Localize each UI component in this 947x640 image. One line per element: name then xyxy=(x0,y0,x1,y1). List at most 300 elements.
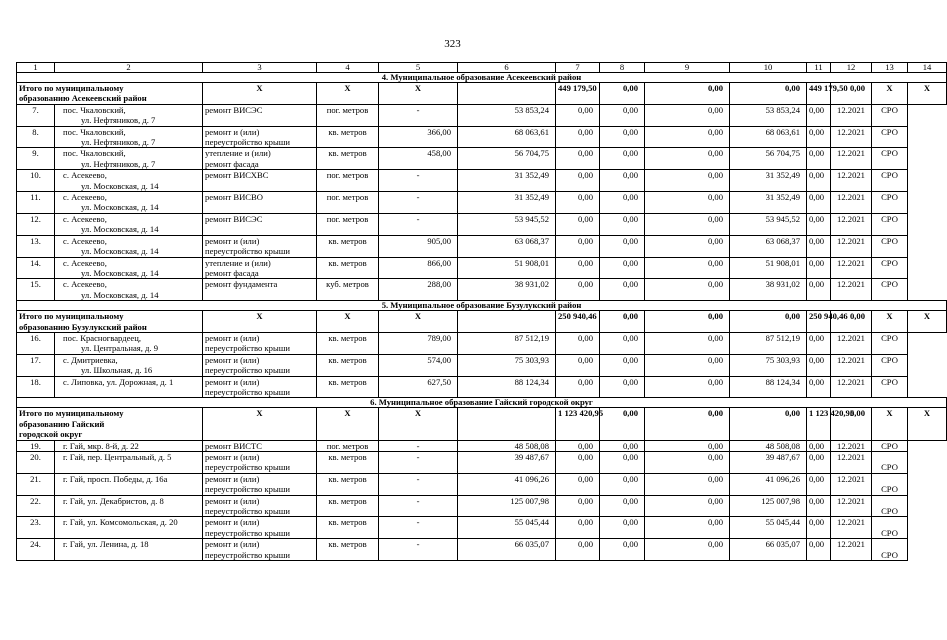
address-line: ул. Центральная, д. 9 xyxy=(81,343,159,354)
address-line: ул. Московская, д. 14 xyxy=(81,202,159,213)
work-type-line: ремонт и (или) xyxy=(205,473,260,484)
column-number: 11 xyxy=(807,63,831,73)
total-label xyxy=(17,311,203,333)
address-cell xyxy=(55,539,203,561)
fund-col12-cell: 0,00 xyxy=(807,473,831,495)
column-number: 1 xyxy=(17,63,55,73)
total-c3: X xyxy=(203,408,317,440)
work-type-cell xyxy=(203,440,317,451)
work-type-line: переустройство крыши xyxy=(205,365,290,376)
total-c3: X xyxy=(203,83,317,105)
section-total-row xyxy=(17,311,947,333)
row-number: 15. xyxy=(17,279,55,301)
total-cost-cell: 125 007,98 xyxy=(458,495,556,517)
total-label-line: образованию Гайский xyxy=(19,418,105,429)
total-label-line: Итого по муниципальному xyxy=(19,408,124,419)
row-number: 12. xyxy=(17,213,55,235)
column-number: 13 xyxy=(872,63,908,73)
deadline-cell: 12.2021 xyxy=(831,440,872,451)
column-number-row xyxy=(17,63,947,73)
fund-col8-cell: 0,00 xyxy=(556,495,600,517)
work-type-line: ремонт ВИСХВС xyxy=(205,170,269,181)
fund-col8-cell: 0,00 xyxy=(556,104,600,126)
fund-col11-cell: 68 063,61 xyxy=(730,126,807,148)
fund-col11-cell: 31 352,49 xyxy=(730,192,807,214)
total-label-line: Итого по муниципальному xyxy=(19,83,124,93)
total-cost-cell: 38 931,02 xyxy=(458,279,556,301)
deadline-cell: 12.2021 xyxy=(831,376,872,398)
work-type-line: переустройство крыши xyxy=(205,246,290,257)
deadline-cell: 12.2021 xyxy=(831,235,872,257)
total-c9: 0,00 xyxy=(645,83,730,105)
table-row xyxy=(17,495,947,517)
fund-col11-cell: 125 007,98 xyxy=(730,495,807,517)
deadline-cell: 12.2021 xyxy=(831,473,872,495)
address-line: г. Гай, ул. Ленина, д. 18 xyxy=(63,539,149,550)
table-row xyxy=(17,376,947,398)
total-label-line: городской округ xyxy=(19,429,83,440)
fund-col11-cell: 39 487,67 xyxy=(730,452,807,474)
table-row xyxy=(17,257,947,279)
address-cell xyxy=(55,473,203,495)
quantity-cell: - xyxy=(379,495,458,517)
unit-cell: пог. метров xyxy=(317,192,379,214)
fund-col8-cell: 0,00 xyxy=(556,354,600,376)
row-number: 14. xyxy=(17,257,55,279)
fund-col8-cell: 0,00 xyxy=(556,539,600,561)
fund-col12-cell: 0,00 xyxy=(807,213,831,235)
work-type-cell xyxy=(203,170,317,192)
work-type-cell xyxy=(203,332,317,354)
address-line: с. Асекеево, xyxy=(63,279,107,290)
unit-cell: куб. метров xyxy=(317,279,379,301)
deadline-cell: 12.2021 xyxy=(831,104,872,126)
fund-col11-cell: 55 045,44 xyxy=(730,517,807,539)
work-type-line: ремонт и (или) xyxy=(205,126,260,137)
total-c4: X xyxy=(317,311,379,333)
work-type-line: ремонт и (или) xyxy=(205,376,260,387)
table-row xyxy=(17,473,947,495)
total-cost-cell: 39 487,67 xyxy=(458,452,556,474)
total-c12: 0,00 xyxy=(831,83,872,105)
fund-col9-cell: 0,00 xyxy=(600,235,645,257)
method-cell: СРО xyxy=(872,495,908,517)
work-type-line: ремонт фасада xyxy=(205,267,259,278)
deadline-cell: 12.2021 xyxy=(831,279,872,301)
total-label-line: образованию Асекеевский район xyxy=(19,93,147,104)
table-row xyxy=(17,452,947,474)
fund-col11-cell: 53 853,24 xyxy=(730,104,807,126)
total-c11: 449 179,50 xyxy=(807,83,831,105)
total-label-line: образованию Бузулукский район xyxy=(19,321,147,332)
work-type-cell xyxy=(203,354,317,376)
section-title-row xyxy=(17,301,947,311)
fund-col9-cell: 0,00 xyxy=(600,257,645,279)
work-type-cell xyxy=(203,192,317,214)
address-line: с. Асекеево, xyxy=(63,170,107,181)
quantity-cell: - xyxy=(379,517,458,539)
fund-col12-cell: 0,00 xyxy=(807,257,831,279)
total-c10: 0,00 xyxy=(730,311,807,333)
address-cell xyxy=(55,104,203,126)
row-number: 11. xyxy=(17,192,55,214)
fund-col12-cell: 0,00 xyxy=(807,332,831,354)
fund-col9-cell: 0,00 xyxy=(600,170,645,192)
total-c5: X xyxy=(379,311,458,333)
column-number: 3 xyxy=(203,63,317,73)
address-line: пос. Чкаловский, xyxy=(63,104,126,115)
total-c12: 0,00 xyxy=(831,311,872,333)
address-line: пос. Чкаловский, xyxy=(63,126,126,137)
method-cell: СРО xyxy=(872,257,908,279)
work-type-cell xyxy=(203,539,317,561)
total-c13: X xyxy=(872,408,908,440)
unit-cell: пог. метров xyxy=(317,170,379,192)
fund-col12-cell: 0,00 xyxy=(807,192,831,214)
quantity-cell: 905,00 xyxy=(379,235,458,257)
work-type-line: ремонт ВИСЭС xyxy=(205,104,263,115)
address-line: ул. Московская, д. 14 xyxy=(81,180,159,191)
section-title-row xyxy=(17,73,947,83)
address-line: с. Дмитриевка, xyxy=(63,354,118,365)
section-title: 5. Муниципальное образование Бузулукский район xyxy=(17,301,947,311)
method-cell: СРО xyxy=(872,354,908,376)
fund-col9-cell: 0,00 xyxy=(600,376,645,398)
total-label-line: Итого по муниципальному xyxy=(19,311,124,322)
unit-cell: кв. метров xyxy=(317,235,379,257)
fund-col10-cell: 0,00 xyxy=(645,473,730,495)
work-type-line: ремонт ВИСВО xyxy=(205,192,263,203)
work-type-line: ремонт и (или) xyxy=(205,517,260,528)
fund-col10-cell: 0,00 xyxy=(645,104,730,126)
table-row xyxy=(17,539,947,561)
work-type-cell xyxy=(203,452,317,474)
fund-col11-cell: 51 908,01 xyxy=(730,257,807,279)
fund-col12-cell: 0,00 xyxy=(807,354,831,376)
total-cost-cell: 41 096,26 xyxy=(458,473,556,495)
deadline-cell: 12.2021 xyxy=(831,452,872,474)
address-cell xyxy=(55,126,203,148)
row-number: 22. xyxy=(17,495,55,517)
section-total-row xyxy=(17,83,947,105)
quantity-cell: 627,50 xyxy=(379,376,458,398)
fund-col9-cell: 0,00 xyxy=(600,495,645,517)
table-row xyxy=(17,440,947,451)
fund-col11-cell: 38 931,02 xyxy=(730,279,807,301)
work-type-line: ремонт и (или) xyxy=(205,235,260,246)
work-type-line: переустройство крыши xyxy=(205,343,290,354)
address-cell xyxy=(55,452,203,474)
fund-col9-cell: 0,00 xyxy=(600,213,645,235)
quantity-cell: 458,00 xyxy=(379,148,458,170)
work-type-cell xyxy=(203,104,317,126)
total-c5: X xyxy=(379,83,458,105)
fund-col10-cell: 0,00 xyxy=(645,235,730,257)
work-type-line: переустройство крыши xyxy=(205,462,290,473)
fund-col8-cell: 0,00 xyxy=(556,126,600,148)
unit-cell: пог. метров xyxy=(317,104,379,126)
table-row xyxy=(17,354,947,376)
work-type-line: ремонт и (или) xyxy=(205,332,260,343)
quantity-cell: 866,00 xyxy=(379,257,458,279)
column-number: 12 xyxy=(831,63,872,73)
method-cell: СРО xyxy=(872,452,908,474)
deadline-cell: 12.2021 xyxy=(831,539,872,561)
fund-col10-cell: 0,00 xyxy=(645,332,730,354)
fund-col11-cell: 48 508,08 xyxy=(730,440,807,451)
total-label xyxy=(17,408,203,440)
address-line: г. Гай, просп. Победы, д. 16а xyxy=(63,473,168,484)
address-line: ул. Московская, д. 14 xyxy=(81,224,159,235)
address-cell xyxy=(55,192,203,214)
work-type-line: переустройство крыши xyxy=(205,137,290,148)
quantity-cell: - xyxy=(379,539,458,561)
total-cost-cell: 53 853,24 xyxy=(458,104,556,126)
method-cell: СРО xyxy=(872,104,908,126)
method-cell: СРО xyxy=(872,332,908,354)
table-row xyxy=(17,279,947,301)
table-row xyxy=(17,170,947,192)
method-cell: СРО xyxy=(872,192,908,214)
address-cell xyxy=(55,495,203,517)
quantity-cell: - xyxy=(379,473,458,495)
quantity-cell: 288,00 xyxy=(379,279,458,301)
section-title-row xyxy=(17,398,947,408)
total-cost-cell: 51 908,01 xyxy=(458,257,556,279)
fund-col12-cell: 0,00 xyxy=(807,104,831,126)
fund-col10-cell: 0,00 xyxy=(645,279,730,301)
deadline-cell: 12.2021 xyxy=(831,170,872,192)
quantity-cell: - xyxy=(379,213,458,235)
column-number: 9 xyxy=(645,63,730,73)
total-c6 xyxy=(458,311,556,333)
address-cell xyxy=(55,376,203,398)
fund-col11-cell: 75 303,93 xyxy=(730,354,807,376)
fund-col12-cell: 0,00 xyxy=(807,279,831,301)
total-cost-cell: 63 068,37 xyxy=(458,235,556,257)
fund-col9-cell: 0,00 xyxy=(600,126,645,148)
fund-col8-cell: 0,00 xyxy=(556,192,600,214)
fund-col12-cell: 0,00 xyxy=(807,495,831,517)
total-c8: 0,00 xyxy=(600,311,645,333)
fund-col10-cell: 0,00 xyxy=(645,495,730,517)
fund-col8-cell: 0,00 xyxy=(556,376,600,398)
total-c5: X xyxy=(379,408,458,440)
total-cost-cell: 88 124,34 xyxy=(458,376,556,398)
row-number: 20. xyxy=(17,452,55,474)
row-number: 7. xyxy=(17,104,55,126)
deadline-cell: 12.2021 xyxy=(831,517,872,539)
row-number: 10. xyxy=(17,170,55,192)
quantity-cell: 574,00 xyxy=(379,354,458,376)
fund-col12-cell: 0,00 xyxy=(807,517,831,539)
fund-col10-cell: 0,00 xyxy=(645,126,730,148)
method-cell: СРО xyxy=(872,126,908,148)
work-type-line: утепление и (или) xyxy=(205,148,271,159)
work-type-cell xyxy=(203,126,317,148)
section-title: 4. Муниципальное образование Асекеевский район xyxy=(17,73,947,83)
fund-col12-cell: 0,00 xyxy=(807,126,831,148)
quantity-cell: - xyxy=(379,192,458,214)
unit-cell: пог. метров xyxy=(317,213,379,235)
total-c13: X xyxy=(872,311,908,333)
deadline-cell: 12.2021 xyxy=(831,495,872,517)
unit-cell: кв. метров xyxy=(317,452,379,474)
fund-col9-cell: 0,00 xyxy=(600,452,645,474)
fund-col9-cell: 0,00 xyxy=(600,539,645,561)
deadline-cell: 12.2021 xyxy=(831,354,872,376)
work-type-line: ремонт и (или) xyxy=(205,495,260,506)
total-cost-cell: 87 512,19 xyxy=(458,332,556,354)
unit-cell: пог. метров xyxy=(317,440,379,451)
quantity-cell: - xyxy=(379,452,458,474)
address-cell xyxy=(55,279,203,301)
work-type-line: переустройство крыши xyxy=(205,484,290,495)
total-c9: 0,00 xyxy=(645,311,730,333)
total-cost-cell: 55 045,44 xyxy=(458,517,556,539)
total-c10: 0,00 xyxy=(730,83,807,105)
total-cost-cell: 48 508,08 xyxy=(458,440,556,451)
address-line: ул. Школьная, д. 16 xyxy=(81,365,153,376)
fund-col11-cell: 87 512,19 xyxy=(730,332,807,354)
row-number: 21. xyxy=(17,473,55,495)
fund-col8-cell: 0,00 xyxy=(556,235,600,257)
row-number: 19. xyxy=(17,440,55,451)
deadline-cell: 12.2021 xyxy=(831,213,872,235)
fund-col8-cell: 0,00 xyxy=(556,279,600,301)
method-cell: СРО xyxy=(872,517,908,539)
total-c6 xyxy=(458,408,556,440)
work-type-line: ремонт ВИСТС xyxy=(205,440,263,451)
fund-col10-cell: 0,00 xyxy=(645,376,730,398)
fund-col9-cell: 0,00 xyxy=(600,279,645,301)
total-cost-cell: 68 063,61 xyxy=(458,126,556,148)
address-cell xyxy=(55,257,203,279)
address-cell xyxy=(55,517,203,539)
quantity-cell: 789,00 xyxy=(379,332,458,354)
work-type-cell xyxy=(203,279,317,301)
quantity-cell: - xyxy=(379,440,458,451)
total-label xyxy=(17,83,203,105)
work-type-line: переустройство крыши xyxy=(205,527,290,538)
row-number: 17. xyxy=(17,354,55,376)
fund-col10-cell: 0,00 xyxy=(645,170,730,192)
fund-col9-cell: 0,00 xyxy=(600,104,645,126)
total-c10: 0,00 xyxy=(730,408,807,440)
total-c3: X xyxy=(203,311,317,333)
total-cost-cell: 53 945,52 xyxy=(458,213,556,235)
total-c14: X xyxy=(908,311,947,333)
method-cell: СРО xyxy=(872,170,908,192)
address-line: г. Гай, мкр. 8-й, д. 22 xyxy=(63,440,139,451)
fund-col9-cell: 0,00 xyxy=(600,148,645,170)
total-c14: X xyxy=(908,408,947,440)
work-type-cell xyxy=(203,517,317,539)
address-line: ул. Московская, д. 14 xyxy=(81,246,159,257)
total-c11: 250 940,46 xyxy=(807,311,831,333)
method-cell: СРО xyxy=(872,213,908,235)
fund-col12-cell: 0,00 xyxy=(807,235,831,257)
fund-col10-cell: 0,00 xyxy=(645,257,730,279)
fund-col9-cell: 0,00 xyxy=(600,332,645,354)
fund-col8-cell: 0,00 xyxy=(556,257,600,279)
total-cost-cell: 75 303,93 xyxy=(458,354,556,376)
method-cell: СРО xyxy=(872,235,908,257)
fund-col11-cell: 56 704,75 xyxy=(730,148,807,170)
fund-col8-cell: 0,00 xyxy=(556,473,600,495)
address-line: пос. Красногвардеец, xyxy=(63,332,141,343)
column-number: 2 xyxy=(55,63,203,73)
unit-cell: кв. метров xyxy=(317,539,379,561)
total-c8: 0,00 xyxy=(600,83,645,105)
total-cost-cell: 31 352,49 xyxy=(458,170,556,192)
total-c6 xyxy=(458,83,556,105)
total-c14: X xyxy=(908,83,947,105)
work-type-cell xyxy=(203,376,317,398)
fund-col8-cell: 0,00 xyxy=(556,213,600,235)
table-row xyxy=(17,104,947,126)
total-c7: 250 940,46 xyxy=(556,311,600,333)
unit-cell: кв. метров xyxy=(317,354,379,376)
work-type-line: ремонт и (или) xyxy=(205,539,260,550)
total-cost-cell: 56 704,75 xyxy=(458,148,556,170)
address-cell xyxy=(55,235,203,257)
work-type-line: переустройство крыши xyxy=(205,506,290,517)
fund-col10-cell: 0,00 xyxy=(645,192,730,214)
method-cell: СРО xyxy=(872,148,908,170)
address-line: г. Гай, пер. Центральный, д. 5 xyxy=(63,452,172,462)
fund-col8-cell: 0,00 xyxy=(556,148,600,170)
fund-col9-cell: 0,00 xyxy=(600,354,645,376)
deadline-cell: 12.2021 xyxy=(831,332,872,354)
address-cell xyxy=(55,213,203,235)
address-line: ул. Московская, д. 14 xyxy=(81,267,159,278)
column-number: 4 xyxy=(317,63,379,73)
section-title: 6. Муниципальное образование Гайский городской округ xyxy=(17,398,947,408)
unit-cell: кв. метров xyxy=(317,495,379,517)
total-cost-cell: 66 035,07 xyxy=(458,539,556,561)
fund-col12-cell: 0,00 xyxy=(807,170,831,192)
unit-cell: кв. метров xyxy=(317,148,379,170)
total-c4: X xyxy=(317,408,379,440)
deadline-cell: 12.2021 xyxy=(831,257,872,279)
address-cell xyxy=(55,354,203,376)
unit-cell: кв. метров xyxy=(317,376,379,398)
column-number: 5 xyxy=(379,63,458,73)
column-number: 14 xyxy=(908,63,947,73)
row-number: 23. xyxy=(17,517,55,539)
work-type-line: утепление и (или) xyxy=(205,257,271,268)
column-number: 8 xyxy=(600,63,645,73)
table-row xyxy=(17,148,947,170)
method-cell: СРО xyxy=(872,473,908,495)
total-c8: 0,00 xyxy=(600,408,645,440)
work-type-line: переустройство крыши xyxy=(205,386,290,397)
fund-col10-cell: 0,00 xyxy=(645,452,730,474)
method-cell: СРО xyxy=(872,539,908,561)
fund-col9-cell: 0,00 xyxy=(600,192,645,214)
address-line: ул. Нефтяников, д. 7 xyxy=(81,137,156,148)
total-c7: 449 179,50 xyxy=(556,83,600,105)
fund-col12-cell: 0,00 xyxy=(807,376,831,398)
address-line: г. Гай, ул. Декабристов, д. 8 xyxy=(63,495,164,506)
work-type-line: ремонт фасада xyxy=(205,158,259,169)
address-line: г. Гай, ул. Комсомольская, д. 20 xyxy=(63,517,178,528)
capital-repair-table xyxy=(16,62,947,561)
address-line: с. Асекеево, xyxy=(63,235,107,246)
table-row xyxy=(17,126,947,148)
total-c7: 1 123 420,95 xyxy=(556,408,600,440)
